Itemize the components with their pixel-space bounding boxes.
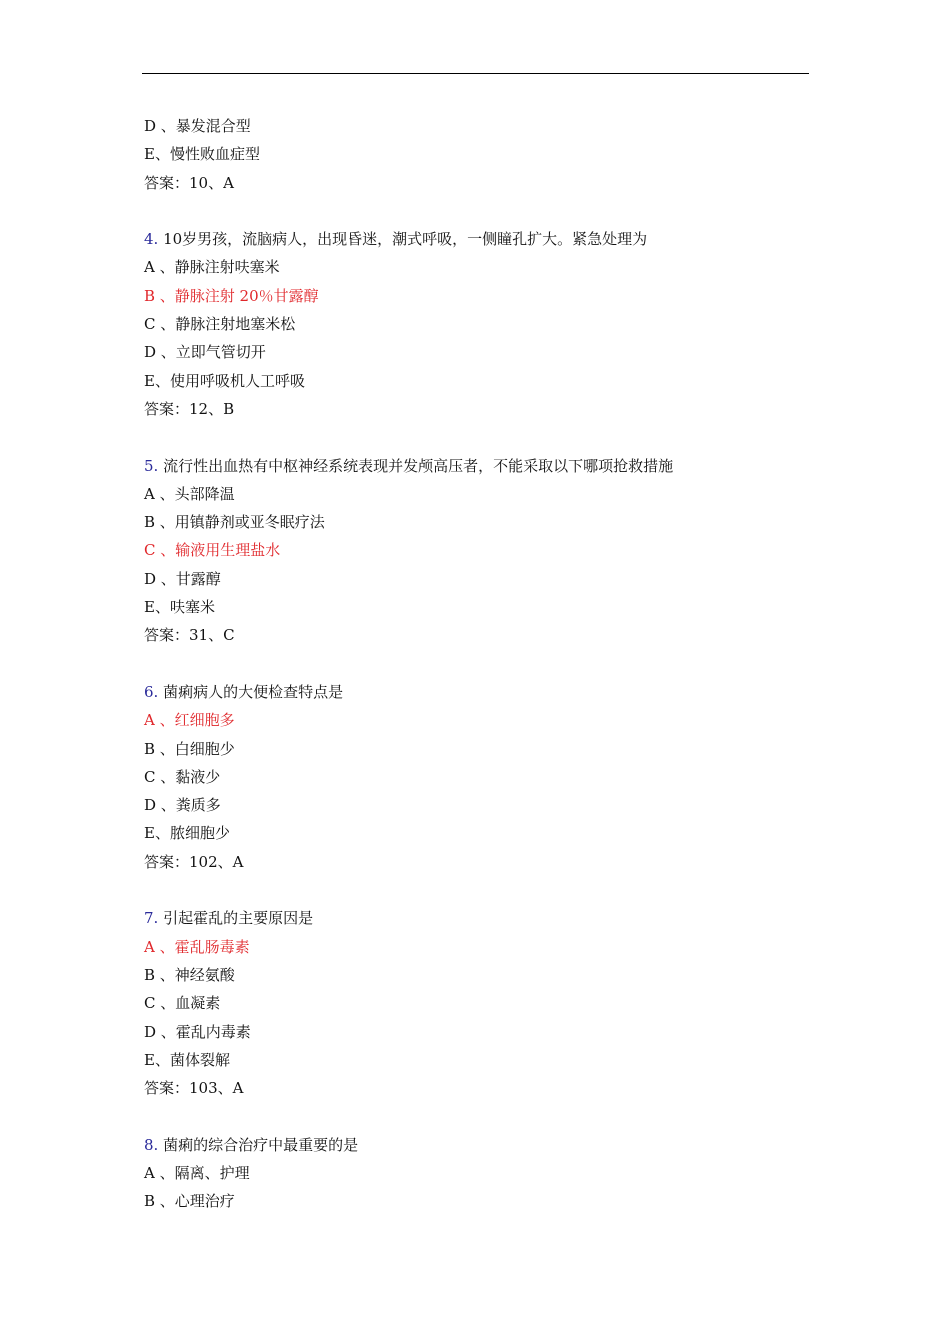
question-number: 4. xyxy=(144,230,159,249)
option-d: D 、暴发混合型 xyxy=(144,117,251,135)
header-rule xyxy=(142,73,809,74)
spacer xyxy=(144,876,824,904)
question-4 xyxy=(144,225,824,423)
option-d: D 、粪质多 xyxy=(144,796,221,815)
option-a-correct: A 、红细胞多 xyxy=(144,711,235,730)
question-text: 引起霍乱的主要原因是 xyxy=(158,909,314,928)
option-c: C 、静脉注射地塞米松 xyxy=(144,315,296,334)
question-stem xyxy=(144,225,824,253)
option-d: D 、霍乱内毒素 xyxy=(144,1022,251,1041)
option-c-correct: C 、输液用生理盐水 xyxy=(144,541,281,560)
question-6 xyxy=(144,678,824,876)
question-3-tail xyxy=(144,112,824,197)
question-stem xyxy=(144,678,824,706)
option-b: B 、白细胞少 xyxy=(144,739,235,758)
option-c: C 、血凝素 xyxy=(144,994,221,1013)
question-text: 菌痢的综合治疗中最重要的是 xyxy=(158,1135,359,1154)
option-b: B 、神经氨酸 xyxy=(144,965,235,984)
spacer xyxy=(144,650,824,678)
question-stem xyxy=(144,904,824,932)
question-8 xyxy=(144,1131,824,1216)
option-c: C 、黏液少 xyxy=(144,767,221,786)
option-e: E、慢性败血症型 xyxy=(144,145,260,164)
option-d: D 、甘露醇 xyxy=(144,569,221,588)
question-stem xyxy=(144,1131,824,1159)
question-text: 菌痢病人的大便检查特点是 xyxy=(158,682,344,701)
question-number: 5. xyxy=(144,456,159,475)
question-text: 10岁男孩，流脑病人，出现昏迷，潮式呼吸，一侧瞳孔扩大。紧急处理为 xyxy=(158,230,648,249)
answer-line: 答案：102、A xyxy=(144,852,244,871)
question-number: 6. xyxy=(144,682,159,701)
document-body xyxy=(144,112,824,1216)
option-e: E、菌体裂解 xyxy=(144,1050,230,1069)
answer-line: 答案：10、A xyxy=(144,173,234,192)
option-e: E、使用呼吸机人工呼吸 xyxy=(144,371,305,390)
question-5 xyxy=(144,452,824,650)
question-text: 流行性出血热有中枢神经系统表现并发颅高压者，不能采取以下哪项抢救措施 xyxy=(158,456,674,475)
answer-line: 答案：31、C xyxy=(144,626,235,645)
option-d: D 、立即气管切开 xyxy=(144,343,266,362)
option-a: A 、头部降温 xyxy=(144,484,235,503)
option-e: E、呋塞米 xyxy=(144,598,215,617)
question-7 xyxy=(144,904,824,1102)
option-a-correct: A 、霍乱肠毒素 xyxy=(144,937,250,956)
spacer xyxy=(144,1102,824,1130)
spacer xyxy=(144,197,824,225)
answer-line: 答案：103、A xyxy=(144,1079,244,1098)
option-a: A 、隔离、护理 xyxy=(144,1163,250,1182)
option-b-correct: B 、静脉注射 20％甘露醇 xyxy=(144,286,319,305)
question-number: 7. xyxy=(144,909,159,928)
option-b: B 、用镇静剂或亚冬眠疗法 xyxy=(144,513,325,532)
option-a: A 、静脉注射呋塞米 xyxy=(144,258,280,277)
question-number: 8. xyxy=(144,1135,159,1154)
question-stem xyxy=(144,452,824,480)
option-b: B 、心理治疗 xyxy=(144,1192,235,1211)
answer-line: 答案：12、B xyxy=(144,399,235,418)
option-e: E、脓细胞少 xyxy=(144,824,230,843)
spacer xyxy=(144,423,824,451)
